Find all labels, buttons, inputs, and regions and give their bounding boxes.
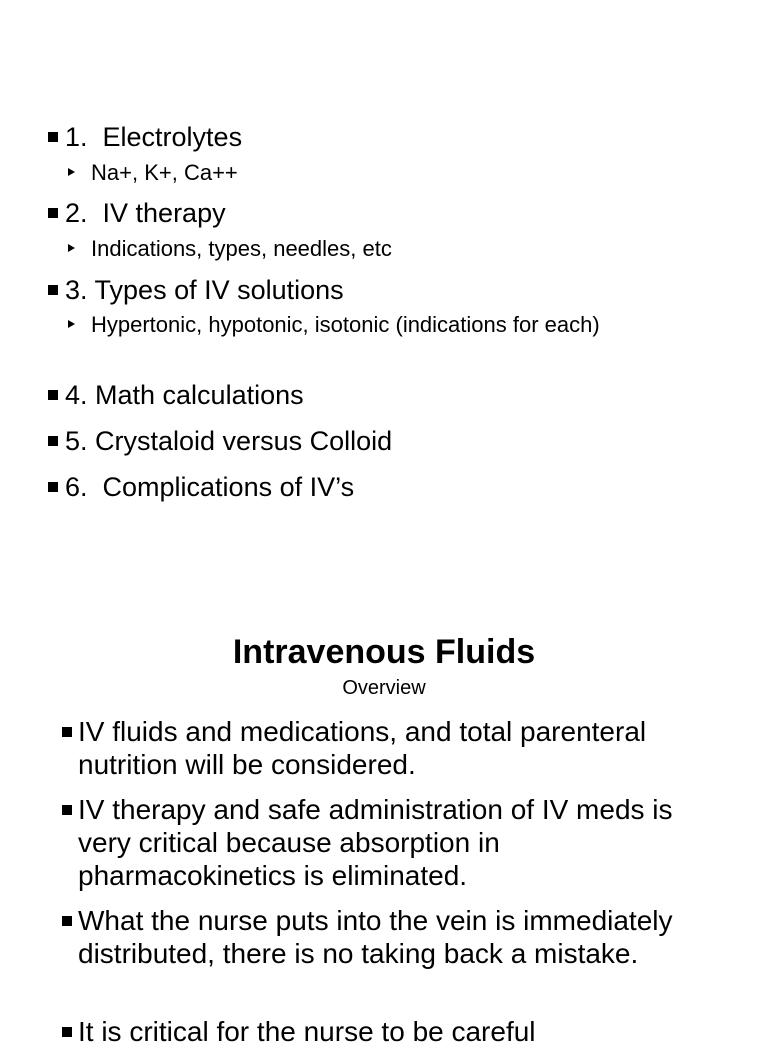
topic-item bbox=[48, 472, 354, 502]
overview-bullet bbox=[62, 715, 682, 781]
overview-bullet bbox=[62, 904, 682, 970]
topic-item bbox=[48, 426, 392, 456]
triangle-bullet-icon bbox=[68, 320, 82, 328]
topic-label: 2. IV therapy bbox=[65, 198, 226, 228]
subtopic-label: Hypertonic, hypotonic, isotonic (indications for each) bbox=[91, 312, 600, 337]
topic-item bbox=[48, 275, 344, 305]
overview-bullet-text: It is critical for the nurse to be careful bbox=[78, 1016, 536, 1047]
square-bullet-icon bbox=[48, 208, 58, 218]
slide-subtitle: Overview bbox=[342, 677, 426, 699]
square-bullet-icon bbox=[62, 916, 72, 926]
triangle-bullet-icon bbox=[68, 244, 82, 252]
overview-bullet bbox=[62, 793, 682, 892]
square-bullet-icon bbox=[48, 285, 58, 295]
topic-item bbox=[48, 380, 304, 410]
topic-item bbox=[48, 198, 226, 228]
square-bullet-icon bbox=[62, 805, 72, 815]
topic-item bbox=[48, 122, 242, 152]
overview-bullet-text: What the nurse puts into the vein is immediately distributed, there is no taking back a mistake. bbox=[78, 905, 673, 969]
overview-bullet-text: IV therapy and safe administration of IV meds is very critical because absorption in pharmacokinetics is eliminated. bbox=[78, 794, 673, 891]
overview-bullet bbox=[62, 1015, 682, 1048]
topic-label: 6. Complications of IV’s bbox=[65, 472, 355, 502]
square-bullet-icon bbox=[48, 482, 58, 492]
square-bullet-icon bbox=[48, 436, 58, 446]
square-bullet-icon bbox=[48, 132, 58, 142]
square-bullet-icon bbox=[62, 727, 72, 737]
square-bullet-icon bbox=[62, 1027, 72, 1037]
subtopic-item bbox=[68, 158, 238, 187]
topic-label: 4. Math calculations bbox=[65, 380, 304, 410]
triangle-bullet-icon bbox=[68, 168, 82, 176]
square-bullet-icon bbox=[48, 390, 58, 400]
slide-intravenous-fluids bbox=[0, 590, 768, 1047]
subtopic-item bbox=[68, 310, 658, 339]
topic-label: 3. Types of IV solutions bbox=[65, 275, 344, 305]
topic-label: 5. Crystaloid versus Colloid bbox=[65, 426, 393, 456]
overview-bullet-text: IV fluids and medications, and total parenteral nutrition will be considered. bbox=[78, 716, 647, 780]
slide-title: Intravenous Fluids bbox=[232, 633, 536, 671]
subtopic-label: Na+, K+, Ca++ bbox=[91, 160, 238, 185]
subtopic-label: Indications, types, needles, etc bbox=[91, 236, 392, 261]
topic-label: 1. Electrolytes bbox=[65, 122, 243, 152]
subtopic-item bbox=[68, 234, 392, 263]
